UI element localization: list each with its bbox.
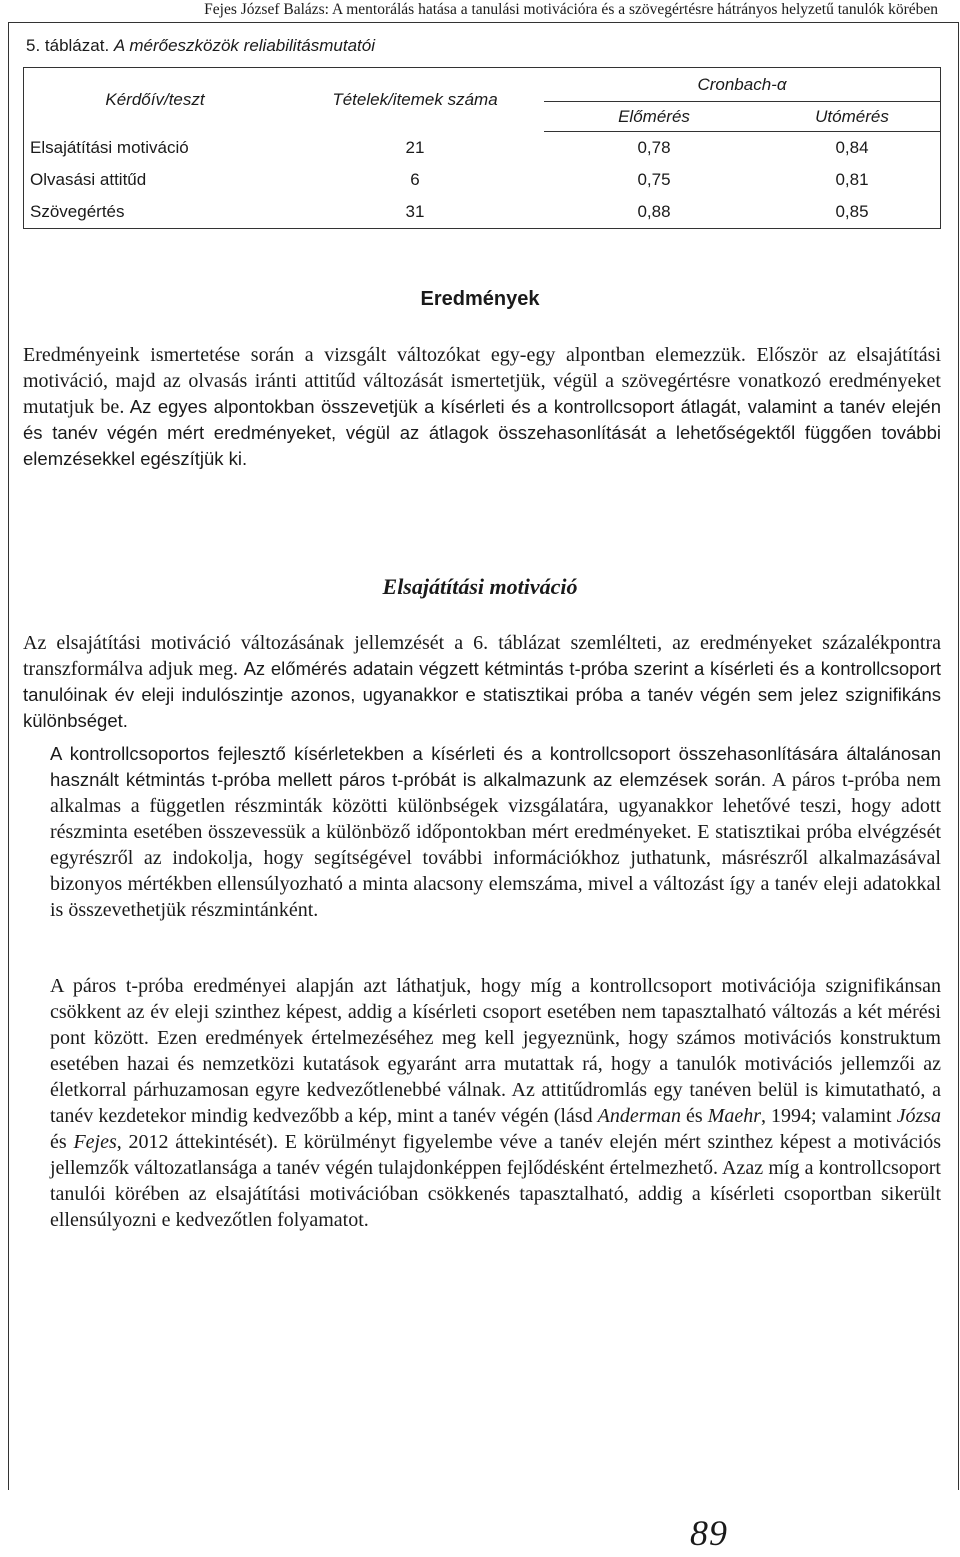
citation-author-maehr: Maehr — [707, 1105, 762, 1127]
paragraph-mastery-2-part2: A páros t-próba nem alkalmas a független részminták közötti különbségek vizsgálatára, ugyanakkor lehetővé teszi, hogy adott részminta esetében összevessük a különböző időpontokban mért eredményeket. — [50, 769, 941, 843]
row-items: 31 — [405, 202, 425, 221]
paragraph-mastery-2-part1: A kontrollcsoportos fejlesztő kísérletekben a kísérleti és a kontrollcsoport összehasonlítására általánosan használt kétmintás t-próba mellett páros t-próbát is alkalmazunk az elemzések során. — [50, 743, 941, 790]
row-pre: 0,88 — [637, 202, 671, 221]
header-post: Utómérés — [764, 102, 941, 132]
paragraph-mastery-2-part3: E statisztikai próba elvégzését egyrészről az indokolja, hogy segítségével további információkhoz juthatunk, másrészről alkalmazásával bizonyos mértékben ellensúlyozható a minta alacsony elemszáma, mivel a változást így a tanév eleji adatokkal is összevethetjük részmintánként. — [50, 821, 942, 921]
paragraph-mastery-3 — [23, 973, 941, 1233]
citation-author-fejes: Fejes — [73, 1131, 117, 1153]
header-cronbach: Cronbach-α — [544, 68, 941, 102]
paragraph-results — [23, 342, 941, 472]
paragraph-mastery-1-part2: Az előmérés adatain végzett kétmintás t-próba szerint a kísérleti és a kontrollcsoport tanulóinak év eleji indulószintje azonos, ugyanakkor e statisztikai próba a tanév végén sem jelez szignifikáns különbséget. — [23, 658, 941, 731]
table-caption — [26, 36, 375, 56]
citation-year-1: , 1994; valamint — [761, 1105, 892, 1127]
paragraph-mastery-1 — [23, 630, 941, 734]
table-caption-number: 5. táblázat. — [26, 36, 110, 55]
row-pre: 0,78 — [637, 138, 671, 157]
row-post: 0,84 — [835, 138, 869, 157]
row-post: 0,85 — [835, 202, 869, 221]
paragraph-mastery-2 — [23, 741, 941, 923]
paragraph-mastery-1-part1: Az elsajátítási motiváció változásának jellemzését a 6. táblázat szemlélteti, az eredményeket százalékpontra transzformálva adjuk meg. — [23, 632, 941, 680]
paragraph-mastery-3-part2: E körülményt figyelembe véve a tanév elején mért szinthez képest a motivációs jellemzők változatlansága a tanév végén tulajdonképpen fejlődésként értelmezhető. Azaz míg a kontrollcsoport tanulói körében az elsajátítási motivációban csökkenés tapasztalható, addig a kísérleti csoportban sikerült ellensúlyozni e kedvezőtlen folyamatot. — [50, 1131, 942, 1231]
paragraph-mastery-3-part1: A páros t-próba eredményei alapján azt láthatjuk, hogy míg a kontrollcsoport motivációja szignifikánsan csökkent az év eleji szinthez képest, addig a kísérleti csoport esetében nem tapasztalható változás a két mérési pont között. Ezen eredmények értelmezéséhez meg kell jegyeznünk, hogy számos motivációs konstruktum esetében hazai és nemzetközi kutatások egyaránt arra mutattak rá, hogy a tanulók motivációs jellemzői az életkorral párhuzamosan egyre kedvezőtlenebbé válnak. Az attitűdromlás egy tanéven belül is kimutatható, a tanév kezdetekor mindig kedvezőbb a kép, mint a tanév végén (lásd — [50, 975, 941, 1127]
left-margin-rule — [8, 22, 9, 1490]
citation-author-anderman: Anderman — [597, 1105, 681, 1127]
reliability-table — [23, 67, 941, 229]
right-margin-rule — [958, 22, 959, 1490]
row-items: 6 — [410, 170, 420, 189]
table-row — [24, 132, 941, 165]
citation-year-2: , 2012 áttekintését). — [116, 1131, 278, 1153]
subsection-title-mastery-motivation: Elsajátítási motiváció — [382, 574, 578, 599]
page-number: 89 — [690, 1513, 728, 1553]
header-instrument: Kérdőív/teszt — [105, 89, 205, 109]
row-pre: 0,75 — [637, 170, 671, 189]
row-name: Szövegértés — [30, 202, 125, 221]
header-rule — [8, 22, 958, 23]
table-row — [24, 196, 941, 229]
running-head: Fejes József Balázs: A mentorálás hatása a tanulási motivációra és a szövegértésre hátrányos helyzetű tanulók körében — [204, 1, 938, 18]
row-name: Olvasási attitűd — [30, 170, 147, 189]
header-pre: Előmérés — [544, 102, 764, 132]
paragraph-results-part1: Eredményeink ismertetése során a vizsgált változókat egy-egy alpontban elemezzük. Először az elsajátítási motiváció, majd az olvasás iránti attitűd változását ismertetjük, végül a szövegértésre vonatkozó eredményeket mutatjuk be. — [23, 344, 941, 418]
citation-and-1: és — [686, 1105, 703, 1127]
table-caption-title: A mérőeszközök reliabilitásmutatói — [113, 36, 375, 55]
citation-author-jozsa: Józsa — [896, 1105, 942, 1127]
row-items: 21 — [405, 137, 425, 157]
table-row — [24, 164, 941, 196]
citation-and-2: és — [50, 1131, 67, 1153]
header-items: Tételek/itemek száma — [332, 89, 498, 109]
row-post: 0,81 — [835, 170, 869, 189]
paragraph-results-part2: Az egyes alpontokban összevetjük a kísérleti és a kontrollcsoport átlagát, valamint a tanév elején és tanév végén mért eredményeket, végül az átlagok összehasonlítását a lehetőségektől függően további elemzésekkel egészítjük ki. — [23, 396, 941, 469]
row-name: Elsajátítási motiváció — [30, 137, 189, 157]
section-title-results: Eredmények — [420, 288, 540, 310]
